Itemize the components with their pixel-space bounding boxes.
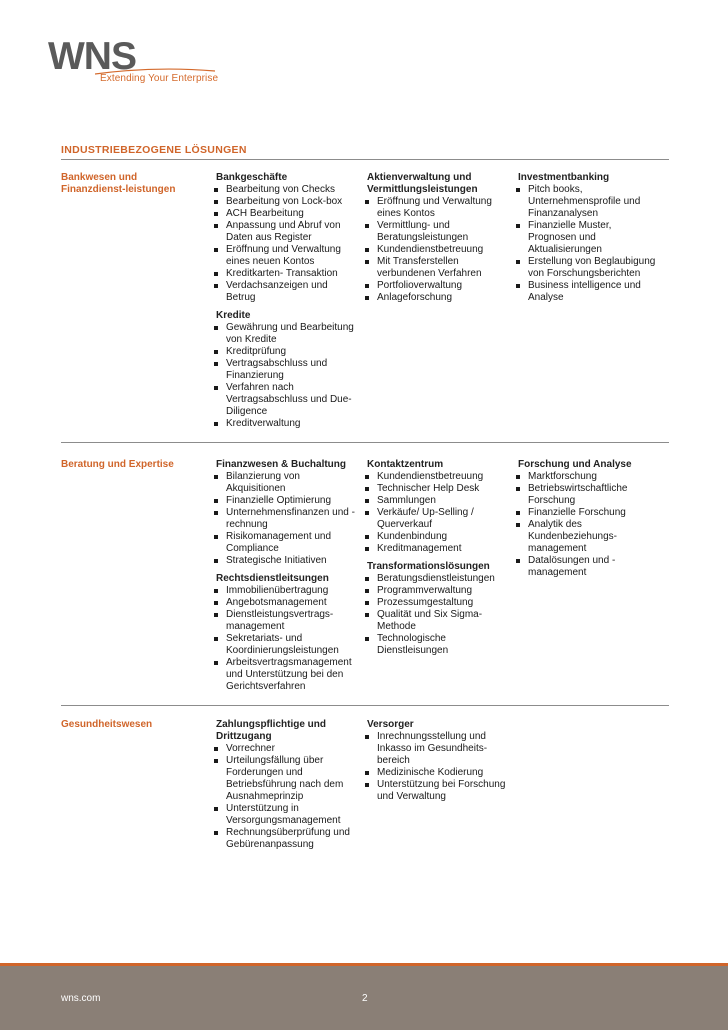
group-title: Rechtsdienstleitsungen [216, 573, 329, 584]
group-title: Versorger [367, 719, 414, 730]
bullet-list [211, 585, 356, 693]
list-item: Kreditmanagement [362, 543, 507, 555]
list-item: Eröffnung und Verwaltung eines Kontos [362, 196, 507, 220]
footer-accent-strip [0, 963, 728, 966]
sector-title-consulting: Beratung und Expertise [61, 459, 174, 470]
group-title: Forschung und Analyse [518, 459, 632, 470]
list-item: Qualität und Six Sigma-Methode [362, 609, 507, 633]
list-item: Mit Transferstellen verbundenen Verfahren [362, 256, 507, 280]
list-item: Unterstützung bei Forschung und Verwaltung [362, 779, 507, 803]
bullet-list [362, 731, 507, 803]
list-item: Kundendienstbetreuung [362, 471, 507, 483]
bullet-list [211, 184, 356, 304]
divider [61, 442, 669, 443]
logo-brand: WNS [48, 35, 136, 78]
list-item: Vertragsabschluss und Finanzierung [211, 358, 356, 382]
bullet-list [362, 196, 507, 304]
divider [61, 705, 669, 706]
list-item: Urteilungsfällung über Forderungen und Betriebsführung nach dem Ausnahmeprinzip [211, 755, 356, 803]
list-item: Bilanzierung von Akquisitionen [211, 471, 356, 495]
group-title: Kredite [216, 310, 251, 321]
group-title: Finanzwesen & Buchaltung [216, 459, 347, 470]
list-item: Verfahren nach Vertragsabschluss und Due-Diligence [211, 382, 356, 418]
group-title: Investmentbanking [518, 172, 610, 183]
list-item: Betriebswirtschaftliche Forschung [513, 483, 658, 507]
list-item: Vorrechner [211, 743, 356, 755]
list-item: Inrechnungsstellung und Inkasso im Gesundheits-bereich [362, 731, 507, 767]
list-item: Technischer Help Desk [362, 483, 507, 495]
list-item: Erstellung von Beglaubigung von Forschungsberichten [513, 256, 658, 280]
page-heading: INDUSTRIEBEZOGENE LÖSUNGEN [61, 144, 247, 156]
list-item: Unternehmensfinanzen und - rechnung [211, 507, 356, 531]
bullet-list [211, 743, 356, 851]
sector-title-healthcare: Gesundheitswesen [61, 719, 153, 730]
list-item: Beratungsdienstleistungen [362, 573, 507, 585]
list-item: Anpassung und Abruf von Daten aus Register [211, 220, 356, 244]
list-item: Immobilienübertragung [211, 585, 356, 597]
list-item: Datalösungen und - management [513, 555, 658, 579]
list-item: Finanzielle Forschung [513, 507, 658, 519]
bullet-list [211, 471, 356, 567]
list-item: Anlageforschung [362, 292, 507, 304]
list-item: Gewährung und Bearbeitung von Kredite [211, 322, 356, 346]
list-item: Eröffnung und Verwaltung eines neuen Kontos [211, 244, 356, 268]
bullet-list [362, 471, 507, 555]
column-investmentbanking [513, 172, 658, 304]
list-item: ACH Bearbeitung [211, 208, 356, 220]
list-item: Programmverwaltung [362, 585, 507, 597]
list-item: Finanzielle Optimierung [211, 495, 356, 507]
column-kontaktzentrum [362, 459, 507, 657]
list-item: Finanzielle Muster, Prognosen und Aktualisierungen [513, 220, 658, 256]
list-item: Vermittlung- und Beratungsleistungen [362, 220, 507, 244]
bullet-list [362, 573, 507, 657]
divider [61, 159, 669, 160]
list-item: Sekretariats- und Koordinierungsleistungen [211, 633, 356, 657]
bullet-list [513, 471, 658, 579]
group-title: Aktienverwaltung und Vermittlungsleistungen [367, 172, 478, 195]
column-forschung [513, 459, 658, 579]
list-item: Marktforschung [513, 471, 658, 483]
list-item: Strategische Initiativen [211, 555, 356, 567]
group-title: Kontaktzentrum [367, 459, 444, 470]
list-item: Kreditverwaltung [211, 418, 356, 430]
column-bankgeschaefte [211, 172, 356, 430]
list-item: Bearbeitung von Checks [211, 184, 356, 196]
list-item: Verkäufe/ Up-Selling / Querverkauf [362, 507, 507, 531]
column-versorger [362, 719, 507, 803]
bullet-list [513, 184, 658, 304]
page-number: 2 [362, 993, 368, 1004]
list-item: Risikomanagement und Compliance [211, 531, 356, 555]
list-item: Kreditprüfung [211, 346, 356, 358]
column-zahlungspflichtige [211, 719, 356, 851]
footer-site: wns.com [61, 993, 101, 1004]
column-aktienverwaltung [362, 172, 507, 304]
logo-tagline: Extending Your Enterprise [100, 73, 219, 84]
list-item: Sammlungen [362, 495, 507, 507]
wns-logo [48, 37, 218, 87]
group-title: Zahlungspflichtige und Drittzugang [216, 719, 326, 742]
list-item: Portfolioverwaltung [362, 280, 507, 292]
list-item: Prozessumgestaltung [362, 597, 507, 609]
list-item: Business intelligence und Analyse [513, 280, 658, 304]
list-item: Dienstleistungsvertrags-management [211, 609, 356, 633]
group-title: Bankgeschäfte [216, 172, 288, 183]
list-item: Verdachsanzeigen und Betrug [211, 280, 356, 304]
sector-title-banking: Bankwesen und Finanzdienst-leistungen [61, 172, 176, 195]
list-item: Unterstützung in Versorgungsmanagement [211, 803, 356, 827]
bullet-list [211, 322, 356, 430]
list-item: Kundenbindung [362, 531, 507, 543]
list-item: Kundendienstbetreuung [362, 244, 507, 256]
list-item: Bearbeitung von Lock-box [211, 196, 356, 208]
list-item: Kreditkarten- Transaktion [211, 268, 356, 280]
group-title: Transformationslösungen [367, 561, 490, 572]
list-item: Technologische Dienstleisungen [362, 633, 507, 657]
list-item: Pitch books, Unternehmensprofile und Finanzanalysen [513, 184, 658, 220]
column-finanzwesen [211, 459, 356, 693]
list-item: Analytik des Kundenbeziehungs-management [513, 519, 658, 555]
list-item: Medizinische Kodierung [362, 767, 507, 779]
list-item: Arbeitsvertragsmanagement und Unterstützung bei den Gerichtsverfahren [211, 657, 356, 693]
list-item: Rechnungsüberprüfung und Gebürenanpassung [211, 827, 356, 851]
list-item: Angebotsmanagement [211, 597, 356, 609]
